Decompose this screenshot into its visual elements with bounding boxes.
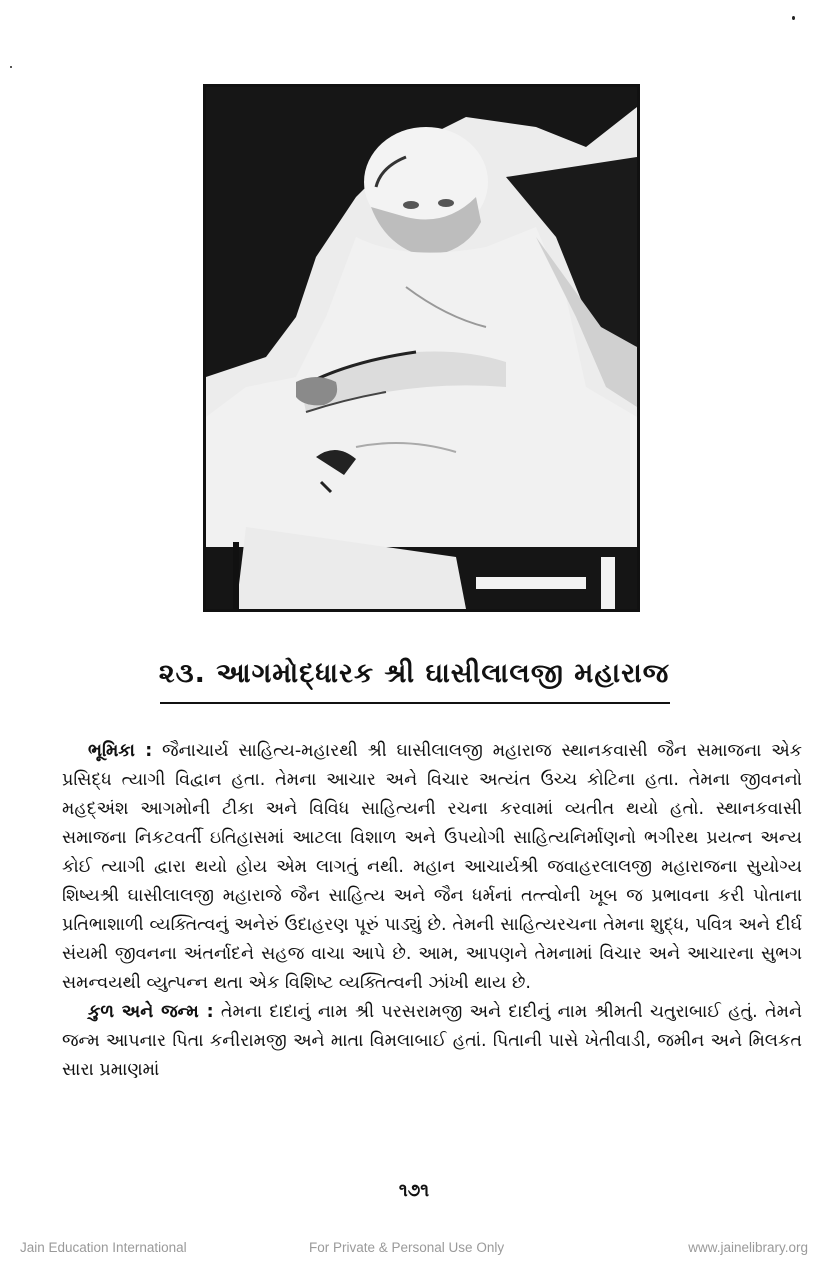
portrait-photo-image: [206, 87, 637, 609]
footer: [20, 1240, 808, 1260]
body-text: [62, 737, 802, 1085]
footer-publisher: Jain Education International: [20, 1240, 187, 1255]
footer-usage-notice: For Private & Personal Use Only: [309, 1240, 505, 1255]
portrait-photo: [203, 84, 640, 612]
paragraph-heading: કુળ અને જન્મ :: [88, 1002, 214, 1022]
title-underline: [160, 702, 670, 704]
paragraph-heading: ભૂમિકા :: [88, 741, 153, 761]
scan-speck: [10, 66, 12, 68]
paragraph-body: જૈનાચાર્ય સાહિત્ય-મહારથી શ્રી ઘાસીલાલજી મહારાજ સ્થાનકવાસી જૈન સમાજના એક પ્રસિદ્ધ ત્યાગી વિદ્વાન હતા. તેમના આચાર અને વિચાર અત્યંત ઉચ્ચ કોટિના હતા. તેમના જીવનનો મહદ્અંશ આગમોની ટીકા અને વિવિધ સાહિત્યની રચના કરવામાં વ્યતીત થયો હતો. સ્થાનકવાસી સમાજના નિકટવર્તી ઇતિહાસમાં આટલા વિશાળ અને ઉપયોગી સાહિત્યનિર્માણનો ભગીરથ પ્રયત્ન અન્ય કોઈ ત્યાગી દ્વારા થયો હોય એમ લાગતું નથી. મહાન આચાર્યશ્રી જવાહરલાલજી મહારાજના સુયોગ્ય શિષ્યશ્રી ઘાસીલાલજી મહારાજે જૈન સાહિત્ય અને જૈન ધર્મનાં તત્ત્વોની ખૂબ જ પ્રભાવના કરી પોતાના પ્રતિભાશાળી વ્યક્તિત્વનું અનેરું ઉદાહરણ પૂરું પાડ્યું છે. તેમની સાહિત્યરચના તેમના શુદ્ધ, પવિત્ર અને દીર્ઘ સંયમી જીવનના અંતર્નાદને સહજ વાચા આપે છે. આમ, આપણને તેમનામાં વિચાર અને આચારના સુભગ સમન્વયથી વ્યુત્પન્ન થતા એક વિશિષ્ટ વ્યક્તિત્વની ઝાંખી થાય છે.: [62, 741, 803, 993]
paragraph-family-and-birth: [62, 998, 802, 1085]
page-number: ૧૭૧: [398, 1180, 430, 1201]
chapter-title: ૨૩. આગમોદ્ધારક શ્રી ઘાસીલાલજી મહારાજ: [158, 658, 670, 689]
footer-website-link[interactable]: www.jainelibrary.org: [688, 1240, 808, 1255]
paragraph-introduction: [62, 737, 802, 998]
paragraph-body: તેમના દાદાનું નામ શ્રી પરસરામજી અને દાદીનું નામ શ્રીમતી ચતુરાબાઈ હતું. તેમને જન્મ આપનાર પિતા કનીરામજી અને માતા વિમલાબાઈ હતાં. પિતાની પાસે ખેતીવાડી, જમીન અને મિલકત સારા પ્રમાણમાં: [62, 1002, 802, 1080]
scan-speck: [792, 16, 795, 20]
